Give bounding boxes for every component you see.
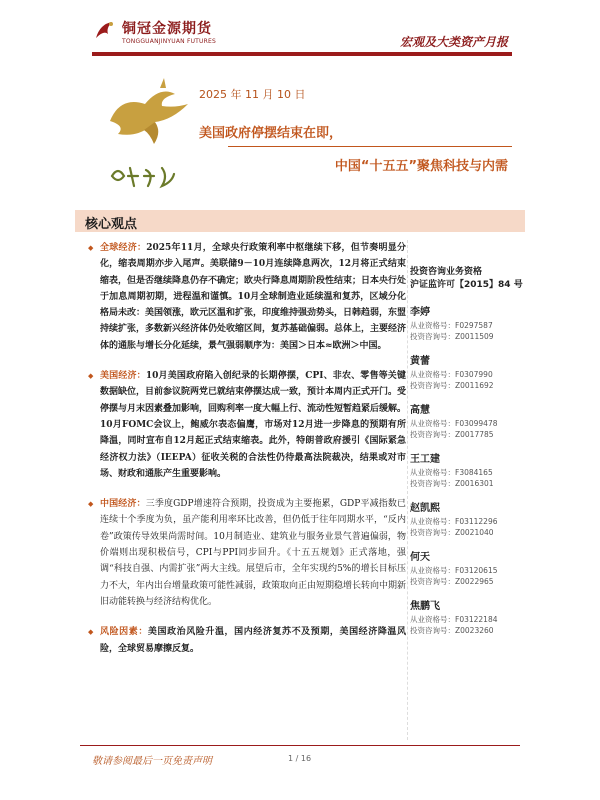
analyst-panel	[410, 266, 530, 649]
analyst-name: 高慧	[410, 405, 430, 416]
analyst-name: 黄蕾	[410, 356, 430, 367]
logo-text: 铜冠金源期货	[122, 21, 212, 37]
analyst-card	[410, 306, 530, 342]
bullet-lead: 全球经济：	[100, 243, 147, 253]
logo-subtext: TONGGUANJINYUAN FUTURES	[122, 38, 217, 45]
analyst-name: 赵凯熙	[410, 503, 440, 514]
bullet-text: 2025年11月，全球央行政策利率中枢继续下移，但节奏明显分化，缩表周期亦步入尾声。美联储9－10月连续降息两次，12月将正式结束缩表，但是否继续降息仍存不确定；欧央行降息周期阶段性结束；日本央行处于加息周期初期，进程温和谨慎。10月全球制造业延续温和复苏，区域分化格局未改：美国领涨，欧元区温和扩张，印度维持强劲势头，日韩趋弱，东盟持续扩张，多数新兴经济体仍处收缩区间，复苏基础偏弱。总体上，主要经济体的通胀与增长分化延续，景气强弱顺序为：美国＞日本≈欧洲＞中国。	[100, 243, 407, 351]
bullet-global-economy	[88, 240, 406, 354]
analyst-card	[410, 600, 530, 636]
analyst-practice-id: 从业资格号：F03112296	[410, 517, 498, 526]
bullet-china-economy	[88, 496, 406, 610]
core-views	[88, 240, 406, 671]
analyst-practice-id: 从业资格号：F03122184	[410, 615, 498, 624]
analyst-name: 李婷	[410, 307, 430, 318]
footer-disclaimer: 敬请参阅最后一页免责声明	[92, 756, 212, 767]
analyst-practice-id: 从业资格号：F0307990	[410, 370, 493, 379]
footer-divider	[80, 745, 520, 746]
qualification-title: 投资咨询业务资格	[410, 267, 483, 277]
section-header-bar	[75, 210, 525, 232]
bullet-lead: 风险因素：	[100, 627, 148, 638]
analyst-name: 焦鹏飞	[410, 601, 440, 612]
title-divider	[228, 146, 512, 147]
analyst-card	[410, 453, 530, 489]
analyst-advisory-id: 投资咨询号：Z0023260	[410, 626, 494, 635]
analyst-practice-id: 从业资格号：F0297587	[410, 321, 493, 330]
analyst-advisory-id: 投资咨询号：Z0016301	[410, 479, 494, 488]
logo-icon	[92, 18, 118, 44]
analyst-name: 何天	[410, 552, 430, 563]
page-number: 1 / 16	[288, 754, 312, 763]
analyst-card	[410, 355, 530, 391]
analyst-practice-id: 从业资格号：F03099478	[410, 419, 498, 428]
bullet-us-economy	[88, 368, 406, 482]
analyst-practice-id: 从业资格号：F03120615	[410, 566, 498, 575]
bullet-text: 10月美国政府陷入创纪录的长期停摆，CPI、非农、零售等关键数据缺位，目前参议院两党已就结束停摆达成一致，预计本周内正式开门。受停摆与月末因素叠加影响，回购利率一度大幅上行、流动性短暂趋紧后缓解。10月FOMC会议上，鲍威尔表态偏鹰，市场对12月进一步降息的预期有所降温，同时宣布自12月起正式结束缩表。此外，特朗普政府援引《国际紧急经济权力法》（IEEPA）征收关税的合法性仍待最高法院裁决，结果或对市场、财政和通胀产生重要影响。	[100, 371, 407, 479]
analyst-name: 王工建	[410, 454, 440, 465]
analyst-card	[410, 551, 530, 587]
analyst-advisory-id: 投资咨询号：Z0021040	[410, 528, 494, 537]
bullet-text: 三季度GDP增速符合预期，投资成为主要拖累，GDP平减指数已连续十个季度为负，虽产能利用率环比改善，但仍低于往年同期水平，“反内卷”政策传导效果尚需时间。10月制造业、建筑业与服务业景气普遍偏弱，物价端则出现积极信号，CPI与PPI同步回升。《十五五规划》正式落地，强调“科技自强、内需扩张”两大主线。展望后市，全年实现约5%的增长目标压力不大，年内出台增量政策可能性减弱，政策取向正由短期稳增长转向中期新旧动能转换与经济结构优化。	[100, 499, 407, 607]
report-type: 宏观及大类资产月报	[399, 35, 508, 49]
bullet-lead: 中国经济：	[100, 499, 146, 510]
bullet-lead: 美国经济：	[100, 371, 146, 382]
page-header	[0, 0, 600, 58]
analyst-card	[410, 502, 530, 538]
analyst-practice-id: 从业资格号：F3084165	[410, 468, 493, 477]
report-date: 2025 年 11 月 10 日	[199, 88, 306, 101]
analyst-advisory-id: 投资咨询号：Z0011692	[410, 381, 494, 390]
analyst-advisory-id: 投资咨询号：Z0017785	[410, 430, 494, 439]
analyst-advisory-id: 投资咨询号：Z0022965	[410, 577, 494, 586]
analyst-advisory-id: 投资咨询号：Z0011509	[410, 332, 494, 341]
report-title-line1: 美国政府停摆结束在即，	[199, 126, 343, 141]
bullet-risk-factors	[88, 624, 406, 657]
header-divider	[92, 52, 512, 56]
analyst-card	[410, 404, 530, 440]
bullet-text: 美国政治风险升温，国内经济复苏不及预期，美国经济降温风险，全球贸易摩擦反复。	[100, 627, 406, 654]
column-divider	[407, 240, 408, 740]
section-title: 核心观点	[85, 217, 138, 232]
brand-emblem-icon	[100, 76, 200, 206]
report-title-line2: 中国“十五五”聚焦科技与内需	[334, 159, 508, 174]
qualification-license: 沪证监许可【2015】84 号	[410, 280, 523, 290]
